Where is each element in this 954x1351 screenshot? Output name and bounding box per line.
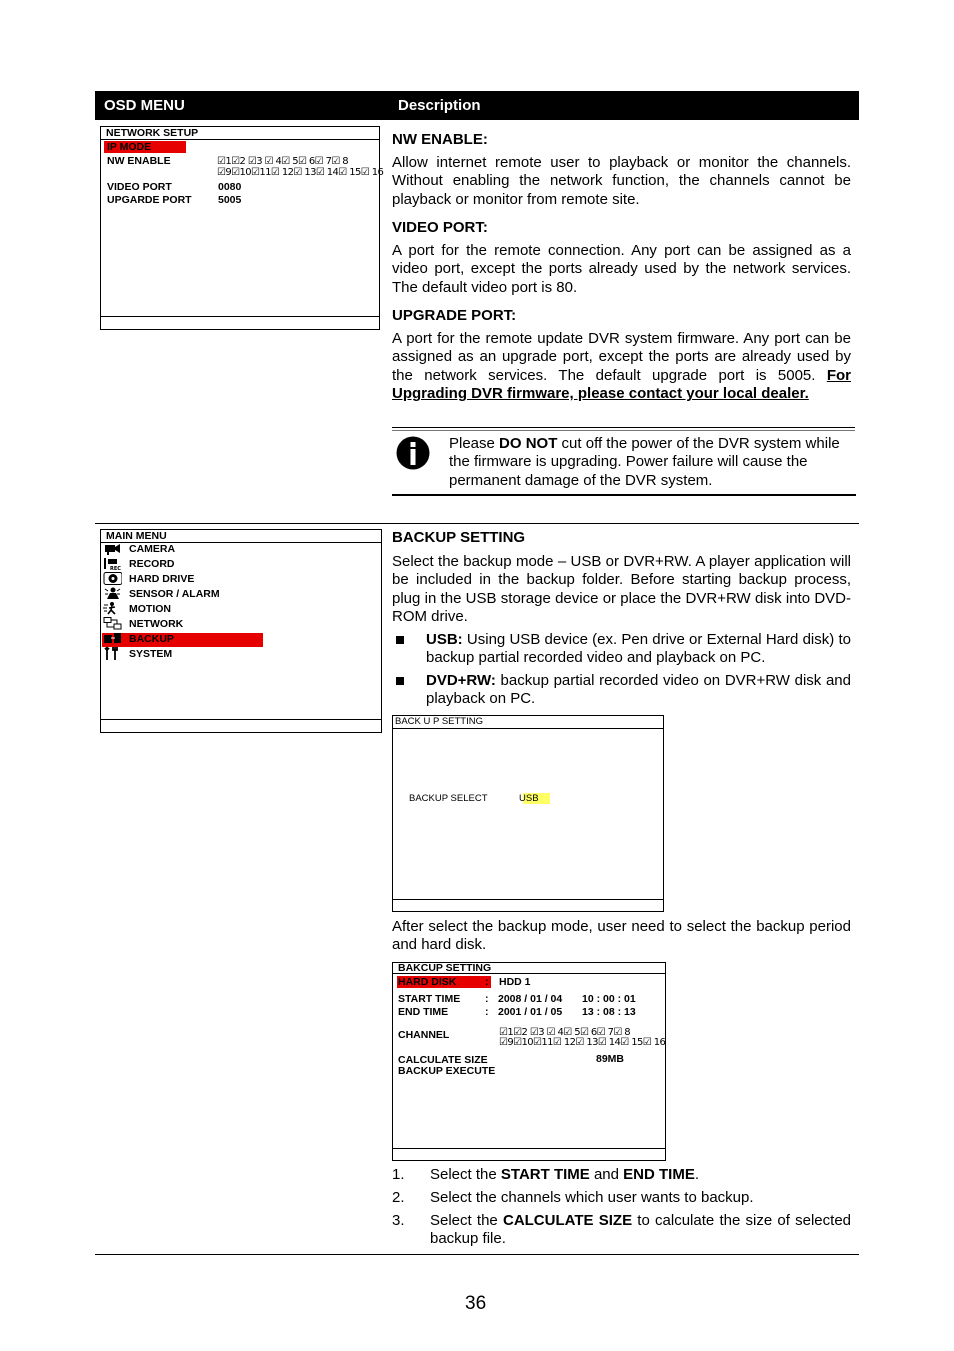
note-bottom-rule: [392, 494, 856, 496]
start-date-value[interactable]: 2008 / 01 / 04: [498, 993, 563, 1005]
nw-enable-label[interactable]: NW ENABLE: [107, 155, 171, 167]
video-port-label: VIDEO PORT: [107, 181, 172, 193]
upgrade-port-value[interactable]: 5005: [218, 194, 242, 206]
menu-item-hard-drive[interactable]: HARD DRIVE: [129, 573, 195, 585]
backup-channel-checks-row2[interactable]: ☑9☑10☑11☑ 12☑ 13☑ 14☑ 15☑ 16: [499, 1037, 666, 1048]
dvdrw-desc: backup partial recorded video on DVR+RW disk and playback on PC.: [426, 672, 851, 708]
channel-checkboxes-row2[interactable]: ☑9☑10☑11☑ 12☑ 13☑ 14☑ 15☑ 16: [217, 167, 384, 178]
end-time-value[interactable]: 13 : 08 : 13: [582, 1006, 636, 1018]
end-date-value[interactable]: 2001 / 01 / 05: [498, 1006, 563, 1018]
sensor-alarm-icon: [103, 587, 122, 600]
video-port-text: A port for the remote connection. Any port can be assigned as a video port, except the ports already used by the network services. The default video port is 80.: [392, 242, 851, 296]
hard-disk-value[interactable]: HDD 1: [499, 976, 531, 988]
channel-checkboxes-row1[interactable]: ☑1☑2 ☑3 ☑ 4☑ 5☑ 6☑ 7☑ 8: [217, 156, 349, 167]
upgrade-dealer-note: For Upgrading DVR firmware, please contact your local dealer.: [392, 366, 852, 403]
bakcup-setting-title: BAKCUP SETTING: [393, 963, 665, 974]
backup-channel-checks-row1[interactable]: ☑1☑2 ☑3 ☑ 4☑ 5☑ 6☑ 7☑ 8: [499, 1027, 631, 1038]
start-time-value[interactable]: 10 : 00 : 01: [582, 993, 636, 1005]
header-osd-menu: OSD MENU: [104, 97, 185, 114]
step-1-end-time: END TIME: [623, 1166, 695, 1183]
start-time-label: START TIME: [398, 993, 461, 1005]
bottom-divider: [95, 1254, 859, 1255]
usb-desc: Using USB device (ex. Pen drive or External Hard disk) to backup partial recorded video and playback on PC.: [426, 631, 851, 667]
main-menu-footer: [101, 719, 381, 732]
note-top-rule-2: [392, 430, 855, 431]
system-icon: [103, 647, 122, 660]
record-icon: [103, 557, 122, 570]
backup-highlight: [102, 633, 263, 647]
after-select-text: After select the backup mode, user need to select the backup period and hard disk.: [392, 918, 851, 954]
network-setup-screen: [100, 126, 384, 330]
usb-label: USB:: [426, 631, 463, 648]
menu-item-sensor-alarm[interactable]: SENSOR / ALARM: [129, 588, 220, 600]
calculate-size-value: 89MB: [596, 1053, 625, 1065]
bakcup-setting-footer: [393, 1148, 665, 1160]
usb-option-rest: SB: [525, 793, 539, 804]
section-divider: [95, 523, 859, 524]
step-2-number: 2.: [392, 1189, 405, 1206]
calculate-size-label[interactable]: CALCULATE SIZE: [398, 1054, 488, 1066]
bakcup-setting-screen: [392, 962, 666, 1161]
start-time-colon: :: [485, 993, 489, 1005]
step-1-post: .: [694, 1166, 699, 1183]
bullet-usb: [396, 636, 404, 644]
backup-execute-label[interactable]: BACKUP EXECUTE: [398, 1065, 496, 1077]
step-3-calculate-size: CALCULATE SIZE: [502, 1212, 633, 1229]
network-setup-footer: [101, 316, 379, 329]
end-time-colon: :: [485, 1006, 489, 1018]
channel-label: CHANNEL: [398, 1029, 450, 1041]
step-2-text: Select the channels which user wants to backup.: [430, 1189, 754, 1206]
backup-select-screen: [392, 715, 664, 912]
menu-item-backup[interactable]: BACKUP: [129, 633, 174, 645]
bullet-usb-text: [426, 631, 851, 668]
main-menu-title: MAIN MENU: [101, 530, 381, 543]
info-note-bold: DO NOT: [499, 435, 558, 452]
backup-select-footer: [393, 899, 663, 911]
step-3-number: 3.: [392, 1212, 405, 1229]
step-1-number: 1.: [392, 1166, 405, 1183]
step-1-text: [430, 1166, 699, 1183]
info-note-text: [449, 435, 851, 490]
page-number: 36: [465, 1293, 487, 1314]
nw-enable-text: Allow internet remote user to playback or monitor the channels. Without enabling the network function, the channels cannot be playback or monitor from remote site.: [392, 154, 851, 208]
bullet-dvdrw: [396, 677, 404, 685]
network-setup-title: NETWORK SETUP: [101, 127, 379, 140]
info-note-post: cut off the power of the DVR system while the firmware is upgrading. Power failure will cause the permanent damage of the DVR system.: [449, 435, 840, 489]
usb-option-u: U: [519, 793, 526, 804]
nw-enable-heading: NW ENABLE:: [392, 131, 488, 148]
step-1-mid: and: [589, 1166, 624, 1183]
menu-item-record[interactable]: RECORD: [129, 558, 175, 570]
end-time-label: END TIME: [398, 1006, 449, 1018]
hard-disk-colon: :: [485, 976, 489, 988]
step-1-start-time: START TIME: [500, 1166, 590, 1183]
network-icon: [103, 617, 122, 630]
step-3-post: to calculate the size of selected backup file.: [430, 1212, 851, 1248]
backup-select-label: BACKUP SELECT: [409, 793, 488, 804]
step-3-pre: Select the: [430, 1212, 503, 1229]
video-port-heading: VIDEO PORT:: [392, 219, 488, 236]
menu-item-network[interactable]: NETWORK: [129, 618, 184, 630]
info-icon: [396, 436, 430, 470]
motion-icon: [103, 602, 122, 615]
upgrade-port-label: UPGARDE PORT: [107, 194, 192, 206]
note-top-rule: [392, 427, 855, 428]
bullet-dvdrw-text: [426, 672, 851, 709]
hard-drive-icon: [103, 572, 122, 585]
info-note-pre: Please: [449, 435, 500, 452]
step-1-pre: Select the: [430, 1166, 501, 1183]
backup-icon: [103, 632, 122, 645]
upgrade-port-body: A port for the remote update DVR system firmware. Any port can be assigned as an upgrade port, except the ports are already used by the network services. The default upgrade port is 5005.: [392, 330, 851, 384]
hard-disk-label[interactable]: HARD DISK: [398, 976, 457, 988]
ip-mode-label[interactable]: IP MODE: [107, 141, 152, 153]
upgrade-port-heading: UPGRADE PORT:: [392, 307, 517, 324]
step-3-text: [430, 1212, 851, 1249]
upgrade-port-text: [392, 330, 851, 404]
menu-item-camera[interactable]: CAMERA: [129, 543, 176, 555]
usb-option[interactable]: [519, 793, 539, 805]
dvdrw-label: DVD+RW:: [426, 672, 496, 689]
backup-select-title: BACK U P SETTING: [393, 716, 663, 729]
camera-icon: [103, 542, 122, 555]
backup-intro: Select the backup mode – USB or DVR+RW. A player application will be included in the backup folder. Before starting backup process, plug in the USB storage device or place the DVR+RW disk into DVD-ROM drive.: [392, 553, 851, 626]
svg-text:REC: REC: [110, 566, 121, 570]
header-description: Description: [398, 97, 481, 114]
backup-heading: BACKUP SETTING: [392, 529, 526, 546]
menu-item-motion[interactable]: MOTION: [129, 603, 171, 615]
menu-item-system[interactable]: SYSTEM: [129, 648, 173, 660]
video-port-value[interactable]: 0080: [218, 181, 242, 193]
